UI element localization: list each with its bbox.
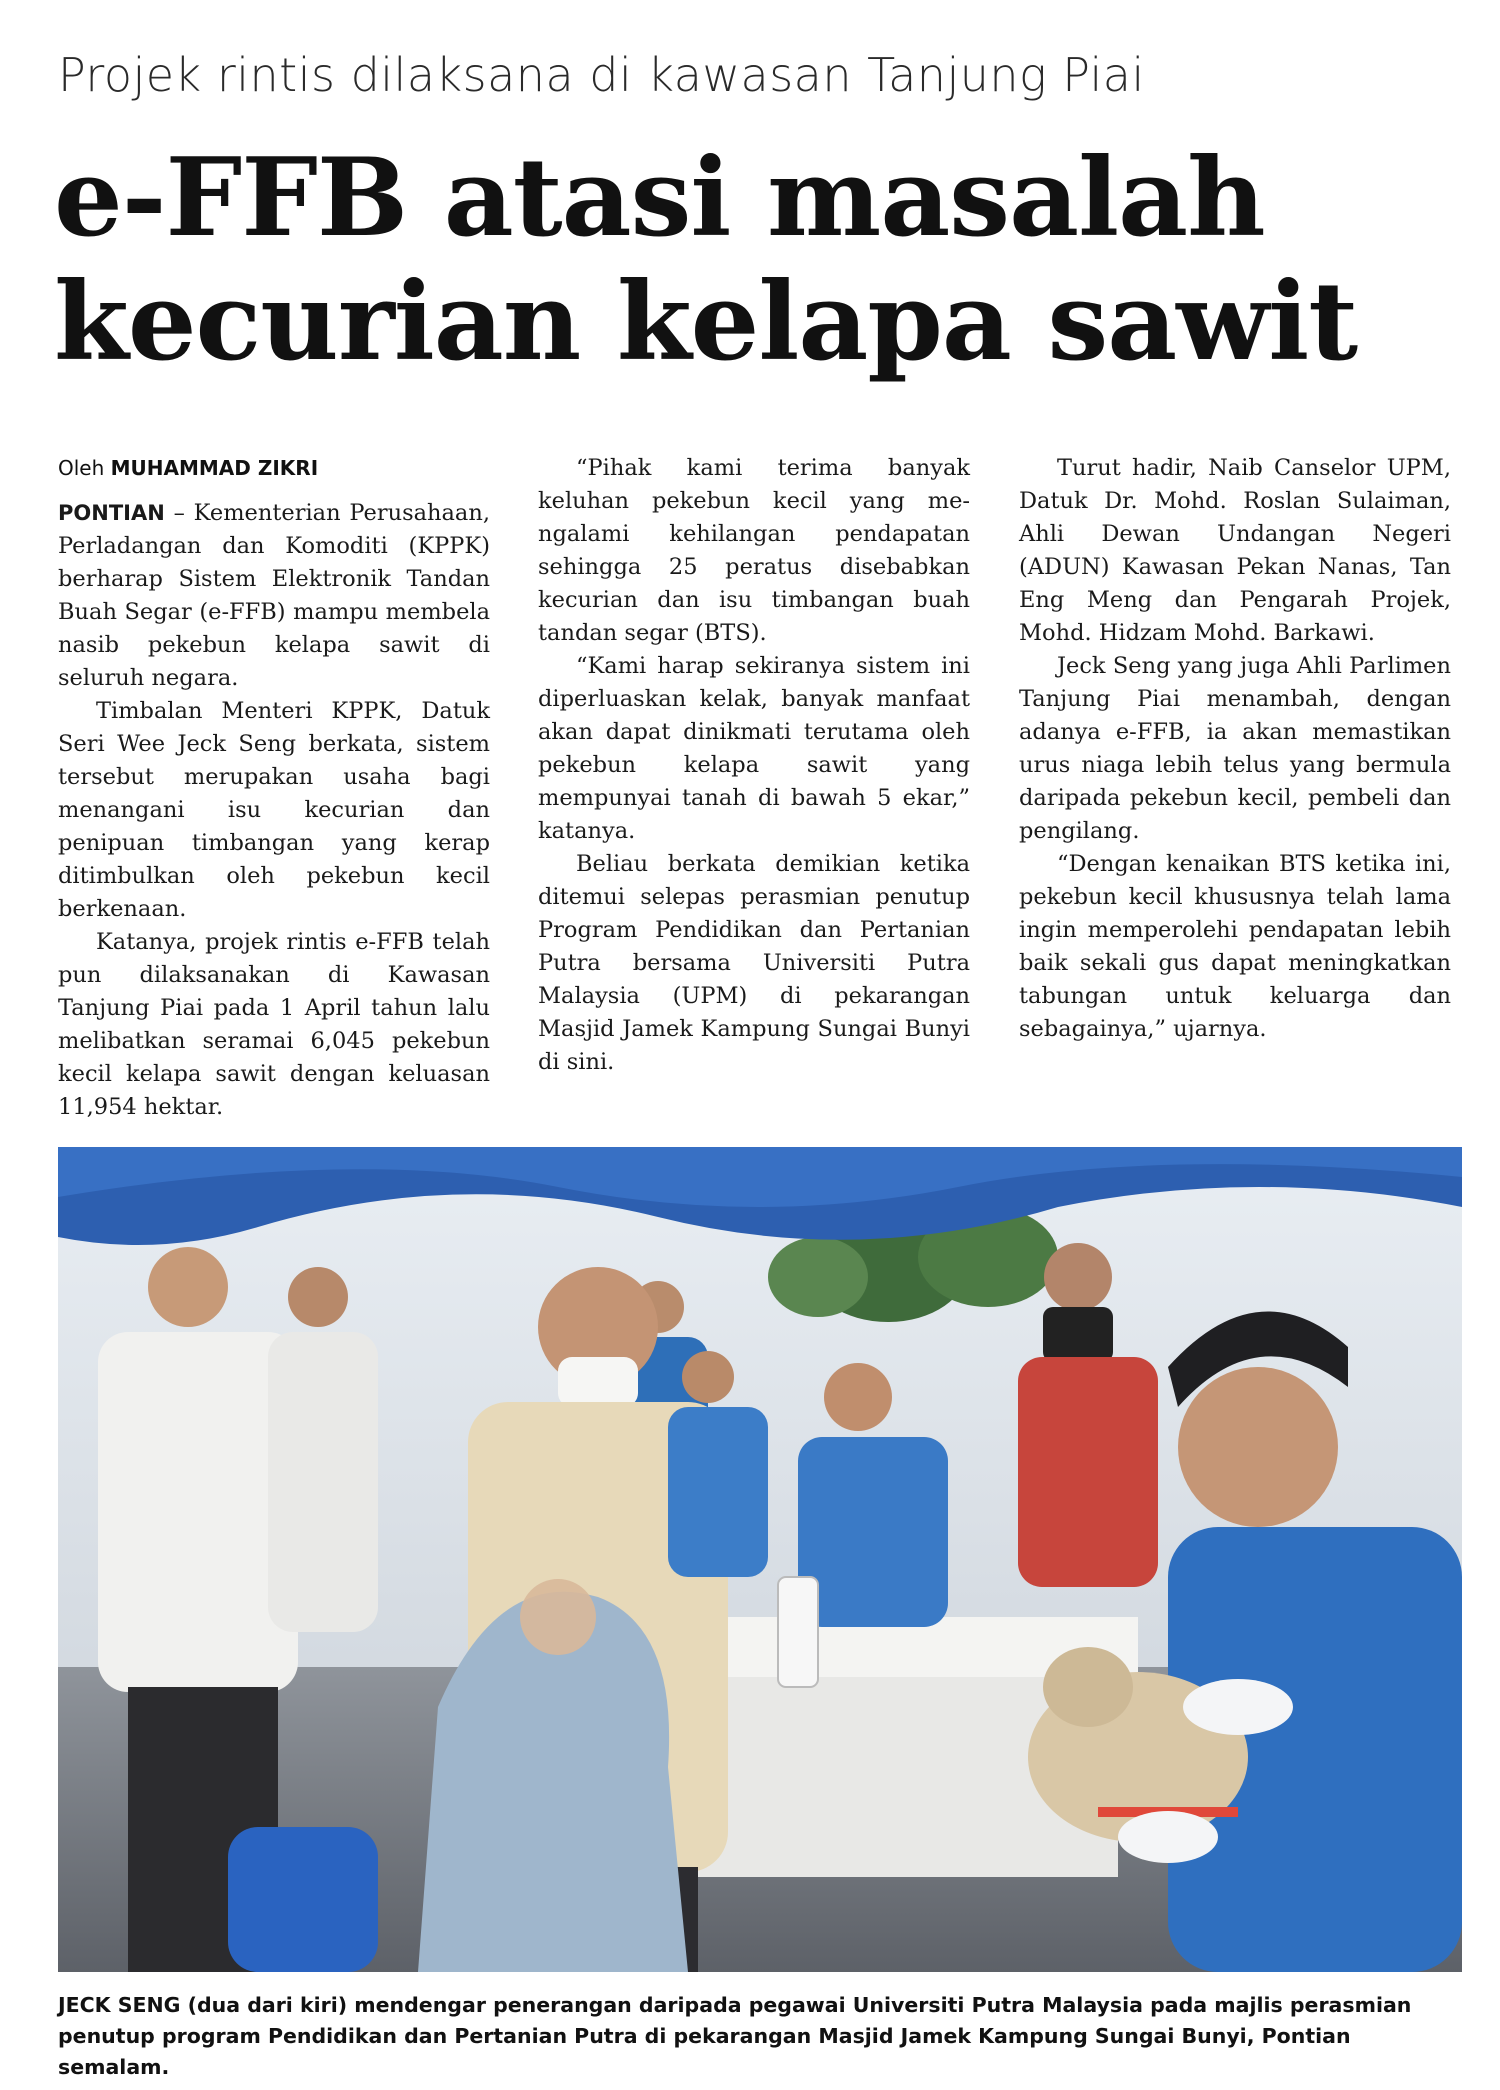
article-paragraph-3: Katanya, projek rintis e-FFB telah pun dilaksanakan di Kawasan Tanjung Piai pada 1 April tahun lalu melibatkan seramai 6,045 pekebun kecil kelapa sawit dengan keluasan 11,954 hektar. bbox=[58, 929, 490, 1120]
article-paragraph-8: Jeck Seng yang juga Ahli Parlimen Tanjung Piai menambah, dengan adanya e-FFB, ia akan memastikan urus niaga lebih telus yang bermula daripada pekebun kecil, pembeli dan pengilang. bbox=[1019, 653, 1451, 844]
news-photo bbox=[58, 1147, 1462, 1972]
photo-illustration bbox=[58, 1147, 1462, 1972]
article-paragraph-5: “Kami harap sekiranya sistem ini diperluaskan kelak, banyak manfaat akan dapat dinikmati terutama oleh pekebun kelapa sawit yang mempunyai tanah di bawah 5 ekar,” katanya. bbox=[538, 653, 970, 844]
article-paragraph-7: Turut hadir, Naib Canselor UPM, Datuk Dr. Mohd. Roslan Sulaiman, Ahli Dewan Undangan Negeri (ADUN) Kawasan Pekan Nanas, Tan Eng Meng dan Pengarah Projek, Mohd. Hidzam Mohd. Barkawi. bbox=[1019, 455, 1451, 646]
byline-prefix: Oleh bbox=[58, 456, 105, 480]
article-column-1 bbox=[58, 452, 490, 1124]
article-paragraph-4: “Pihak kami terima banyak keluhan pekebun kecil yang mengalami kehilangan pendapatan sehingga 25 peratus disebabkan kecurian dan isu timbangan buah tandan segar (BTS). bbox=[538, 455, 970, 646]
headline-line-2: kecurian kelapa sawit bbox=[54, 259, 1358, 385]
article-paragraph-1 bbox=[58, 497, 490, 695]
kicker: Projek rintis dilaksana di kawasan Tanjung Piai bbox=[58, 48, 1145, 102]
article-column-3 bbox=[1019, 452, 1451, 1046]
byline-author: MUHAMMAD ZIKRI bbox=[110, 456, 319, 480]
headline bbox=[54, 136, 1474, 384]
paragraph-1-text: – Kementerian Perusahaan, Perladangan dan Komoditi (KPPK) berharap Sistem Elektronik Tandan Buah Segar (e-FFB) mampu membela nasib pekebun kelapa sawit di seluruh negara. bbox=[58, 500, 490, 691]
article-paragraph-6: Beliau berkata demikian ketika ditemui selepas perasmian penutup Program Pendidikan dan Pertanian Putra bersama Universiti Putra Malaysia (UPM) di pekarangan Masjid Jamek Kampung Sungai Bunyi di sini. bbox=[538, 851, 970, 1075]
headline-line-1: e-FFB atasi masalah bbox=[54, 135, 1265, 261]
photo-caption: JECK SENG (dua dari kiri) mendengar penerangan daripada pegawai Universiti Putra Malaysia pada majlis perasmian penutup program Pendidikan dan Pertanian Putra di pekarangan Masjid Jamek Kampung Sungai Bunyi, Pontian semalam. bbox=[58, 1993, 1412, 2079]
article-paragraph-2: Timbalan Menteri KPPK, Datuk Seri Wee Jeck Seng berkata, sistem tersebut merupakan usaha bagi menangani isu kecurian dan penipuan timbangan yang kerap ditimbulkan oleh pekebun kecil berkenaan. bbox=[58, 698, 490, 922]
byline bbox=[58, 452, 490, 485]
article-paragraph-9: “Dengan kenaikan BTS ketika ini, pekebun kecil khususnya telah lama ingin memperolehi pendapatan lebih baik sekali gus dapat meningkatkan tabungan untuk keluarga dan sebagainya,” ujarnya. bbox=[1019, 851, 1451, 1042]
article-column-2 bbox=[538, 452, 970, 1079]
dateline: PONTIAN bbox=[58, 501, 165, 525]
